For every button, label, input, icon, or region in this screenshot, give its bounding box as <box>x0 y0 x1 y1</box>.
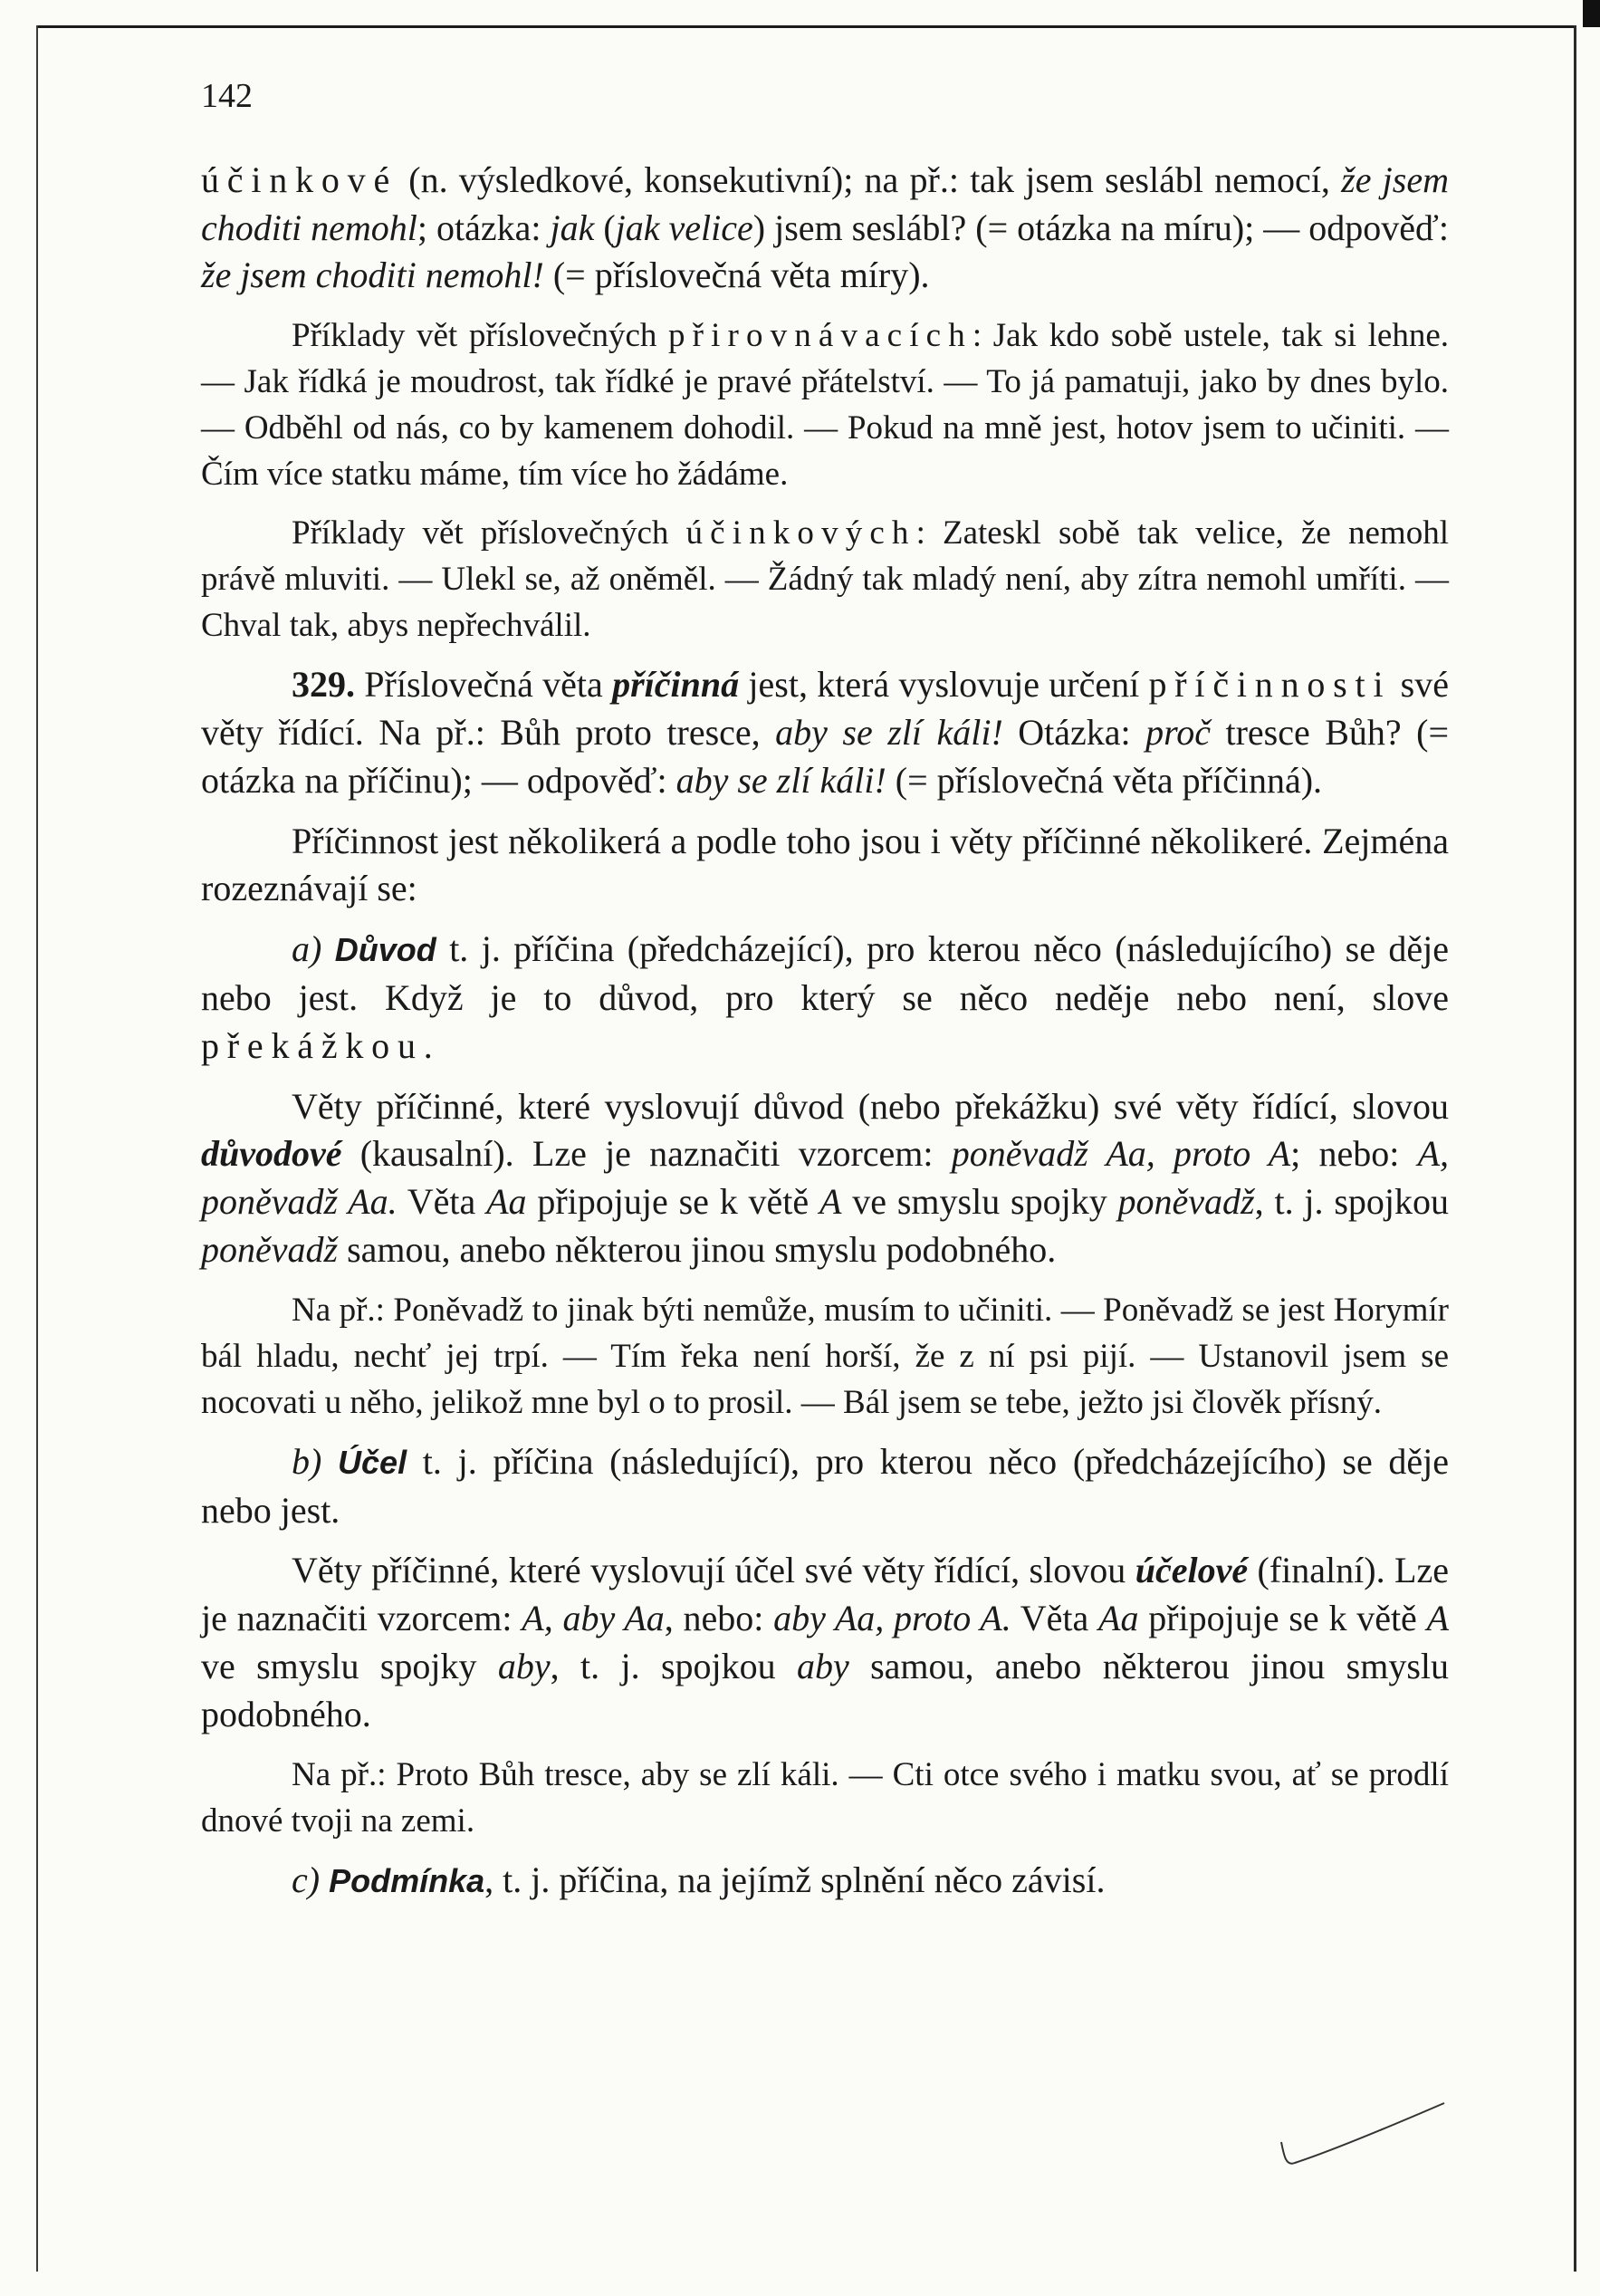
paragraph-ucinkove: účinkové (n. výsledkové, konsekutivní); na př.: tak jsem seslábl nemocí, že jsem choditi nemohl; otázka: jak (jak velice) jsem seslábl? (= otázka na míru); — odpověď: že jsem choditi nemohl! (= příslovečná věta míry). <box>201 159 1450 296</box>
page-border-right <box>1574 25 1576 2272</box>
pencil-mark-icon <box>1277 2101 1458 2183</box>
page-number: 142 <box>201 77 253 115</box>
item-c-podminka: c) Podmínka, t. j. příčina, na jejímž splnění něco závisí. <box>292 1859 1106 1900</box>
page-text <box>201 72 1449 1905</box>
item-b-ucel: b) Účel t. j. příčina (následující), pro kterou něco (předcházejícího) se děje nebo jest. <box>201 1440 1450 1531</box>
scan-corner-mark <box>1583 0 1600 27</box>
page-border-top <box>36 25 1576 28</box>
page-border-left <box>36 25 38 2272</box>
item-a-duvod: a) Důvod t. j. příčina (předcházející), pro kterou něco (následujícího) se děje nebo jest. Když je to důvod, pro který se něco neděje nebo není, slove překážkou. <box>201 928 1450 1066</box>
examples-ucinkove: Příklady vět příslovečných účinkových: Zateskl sobě tak velice, že nemohl právě mluviti. — Ulekl se, až oněměl. — Žádný tak mladý není, aby zítra nemohl umříti. — Chval tak, abys nepřechválil. <box>201 514 1449 645</box>
examples-prirovnavaci: Příklady vět příslovečných přirovnávacích: Jak kdo sobě ustele, tak si lehne. — Jak řídká je moudrost, tak řídké je pravé přátelství. — To já pamatuji, jako by dnes bylo. — Odběhl od nás, co by kamenem dohodil. — Pokud na mně jest, hotov jsem to učiniti. — Čím více statku máme, tím více ho žádáme. <box>201 317 1449 494</box>
paragraph-pricinnost: Příčinnost jest několikerá a podle toho jsou i věty příčinné několikeré. Zejména rozeznávají se: <box>201 820 1449 909</box>
paragraph-duvodove: Věty příčinné, které vyslovují důvod (nebo překážku) své věty řídící, slovou důvodové (kausalní). Lze je naznačiti vzorcem: poněvadž Aa, proto A; nebo: A, poněvadž Aa. Věta Aa připojuje se k větě A ve smyslu spojky poněvadž, t. j. spojkou poněvadž samou, anebo některou jinou smyslu podobného. <box>201 1085 1450 1270</box>
examples-ucelove: Na př.: Proto Bůh tresce, aby se zlí káli. — Cti otce svého i matku svou, ať se prodlí dnové tvoji na zemi. <box>201 1755 1449 1840</box>
paragraph-ucelove: Věty příčinné, které vyslovují účel své věty řídící, slovou účelové (finalní). Lze je naznačiti vzorcem: A, aby Aa, nebo: aby Aa, proto A. Věta Aa připojuje se k větě A ve smyslu spojky aby, t. j. spojkou aby samou, anebo některou jinou smyslu podobného. <box>201 1550 1450 1734</box>
section-329: 329. Příslovečná věta příčinná jest, která vyslovuje určení příčinnosti své věty řídící. Na př.: Bůh proto tresce, aby se zlí káli! Otázka: proč tresce Bůh? (= otázka na příčinu); — odpověď: aby se zlí káli! (= příslovečná věta příčinná). <box>201 664 1450 801</box>
examples-duvodove: Na př.: Poněvadž to jinak býti nemůže, musím to učiniti. — Poněvadž se jest Horymír bál hladu, nechť jej trpí. — Tím řeka není horší, že z ní psi pijí. — Ustanovil jsem se nocovati u něho, jelikož mne byl o to prosil. — Bál jsem se tebe, ježto jsi člověk přísný. <box>201 1291 1449 1421</box>
section-number: 329. <box>292 664 355 706</box>
